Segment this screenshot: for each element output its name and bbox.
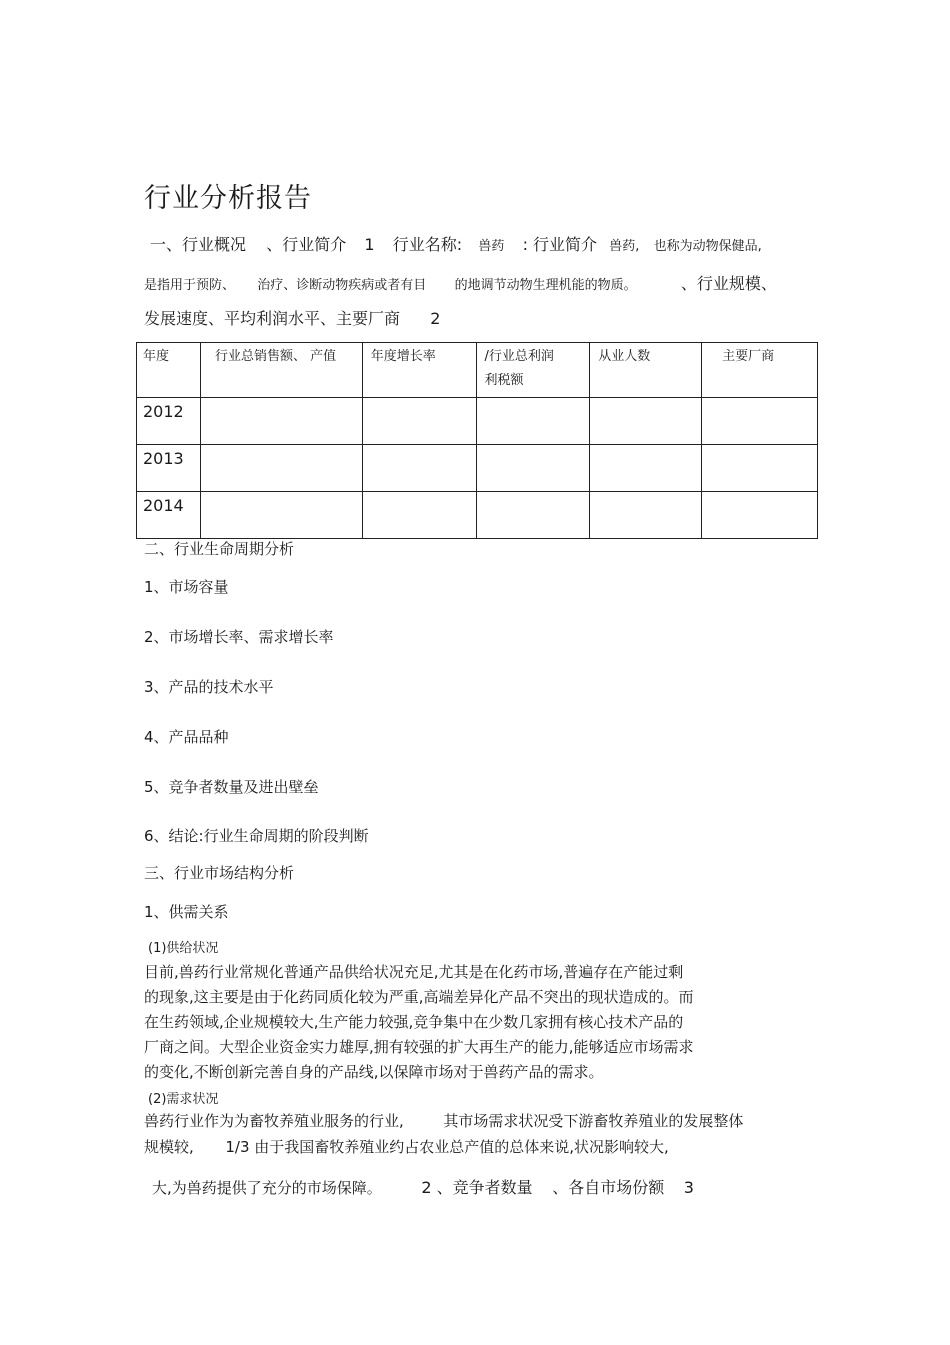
paragraph-text: 3 <box>683 1178 694 1197</box>
list-item: 1、市场容量 <box>144 578 229 596</box>
paragraph-text: 其市场需求状况受下游畜牧养殖业的发展整体 <box>443 1112 744 1130</box>
paragraph-text: 规模较, <box>144 1138 194 1156</box>
page-title: 行业分析报告 <box>144 183 312 214</box>
table-cell <box>702 445 818 492</box>
list-item: 5、竞争者数量及进出壁垒 <box>144 778 319 796</box>
table-cell <box>476 398 590 445</box>
supply-paragraph <box>144 960 694 1085</box>
demand-label: (2)需求状况 <box>148 1092 219 1107</box>
paragraph-line: 的现象,这主要是由于化药同质化较为严重,高端差异化产品不突出的现状造成的。而 <box>144 988 694 1006</box>
table-header-cell: 从业人数 <box>590 343 702 398</box>
table-cell <box>200 492 362 539</box>
paragraph-line: 在生药领域,企业规模较大,生产能力较强,竞争集中在少数几家拥有核心技术产品的 <box>144 1013 684 1031</box>
table-cell <box>200 398 362 445</box>
table-cell-year: 2012 <box>137 398 201 445</box>
subsection-heading: 1、供需关系 <box>144 903 229 921</box>
intro-text: 也称为动物保健品, <box>653 239 762 254</box>
intro-text: 是指用于预防、 <box>144 278 236 293</box>
table-cell <box>362 492 476 539</box>
paragraph-text: 1/3 由于我国畜牧养殖业约占农业总产值的总体来说,状况影响较大, <box>225 1138 669 1156</box>
table-cell <box>590 398 702 445</box>
table-cell <box>702 492 818 539</box>
table-cell <box>200 445 362 492</box>
list-item: 6、结论:行业生命周期的阶段判断 <box>144 827 369 845</box>
intro-text: 治疗、诊断动物疾病或者有目 <box>257 278 427 293</box>
table-cell <box>362 398 476 445</box>
intro-text: 的地调节动物生理机能的物质。 <box>454 278 637 293</box>
list-item: 3、产品的技术水平 <box>144 678 274 696</box>
table-cell <box>702 398 818 445</box>
paragraph-text: 兽药行业作为为畜牧养殖业服务的行业, <box>144 1112 404 1130</box>
list-item: 4、产品品种 <box>144 728 229 746</box>
intro-text: 发展速度、平均利润水平、主要厂商 <box>144 309 401 328</box>
table-cell <box>590 445 702 492</box>
table-cell-year: 2013 <box>137 445 201 492</box>
supply-label: (1)供给状况 <box>148 941 219 956</box>
intro-text: 兽药 <box>478 239 505 254</box>
table-header-cell: 行业总销售额、 产值 <box>200 343 362 398</box>
intro-text: 兽药, <box>609 239 640 254</box>
paragraph-line: 的变化,不断创新完善自身的产品线,以保障市场对于兽药产品的需求。 <box>144 1063 604 1081</box>
section-2-heading: 二、行业生命周期分析 <box>144 540 295 558</box>
table-header-cell: /行业总利润 利税额 <box>476 343 590 398</box>
paragraph-text: 、各自市场份额 <box>552 1178 665 1197</box>
intro-line-3 <box>144 306 440 329</box>
demand-line-2 <box>144 1136 669 1157</box>
intro-text: 行业名称: <box>392 235 463 254</box>
demand-line-3 <box>152 1175 694 1198</box>
table-cell <box>590 492 702 539</box>
paragraph-text: 2 、竞争者数量 <box>421 1178 533 1197</box>
table-header-row <box>137 343 818 398</box>
intro-line-2 <box>144 271 777 294</box>
paragraph-line: 厂商之间。大型企业资金实力雄厚,拥有较强的扩大再生产的能力,能够适应市场需求 <box>144 1038 694 1056</box>
intro-text: 2 <box>430 309 441 328</box>
intro-text: 、行业简介 <box>266 235 347 254</box>
table-cell <box>476 492 590 539</box>
section-1-heading: 一、行业概况 <box>150 235 247 254</box>
table-row <box>137 445 818 492</box>
table-cell <box>362 445 476 492</box>
industry-stats-table <box>136 342 818 539</box>
intro-line-1 <box>150 232 762 255</box>
demand-line-1 <box>144 1110 743 1131</box>
table-header-cell: 年度增长率 <box>362 343 476 398</box>
table-header-cell: 主要厂商 <box>702 343 818 398</box>
paragraph-line: 目前,兽药行业常规化普通产品供给状况充足,尤其是在化药市场,普遍存在产能过剩 <box>144 963 684 981</box>
table-header-cell: 年度 <box>137 343 201 398</box>
table-cell-year: 2014 <box>137 492 201 539</box>
table-row <box>137 398 818 445</box>
intro-text: 1 <box>364 235 375 254</box>
paragraph-text: 大,为兽药提供了充分的市场保障。 <box>152 1179 382 1197</box>
table-row <box>137 492 818 539</box>
table-cell <box>476 445 590 492</box>
list-item: 2、市场增长率、需求增长率 <box>144 628 334 646</box>
intro-text: : 行业简介 <box>522 235 598 254</box>
intro-text: 、行业规模、 <box>680 274 777 293</box>
section-3-heading: 三、行业市场结构分析 <box>144 864 295 882</box>
